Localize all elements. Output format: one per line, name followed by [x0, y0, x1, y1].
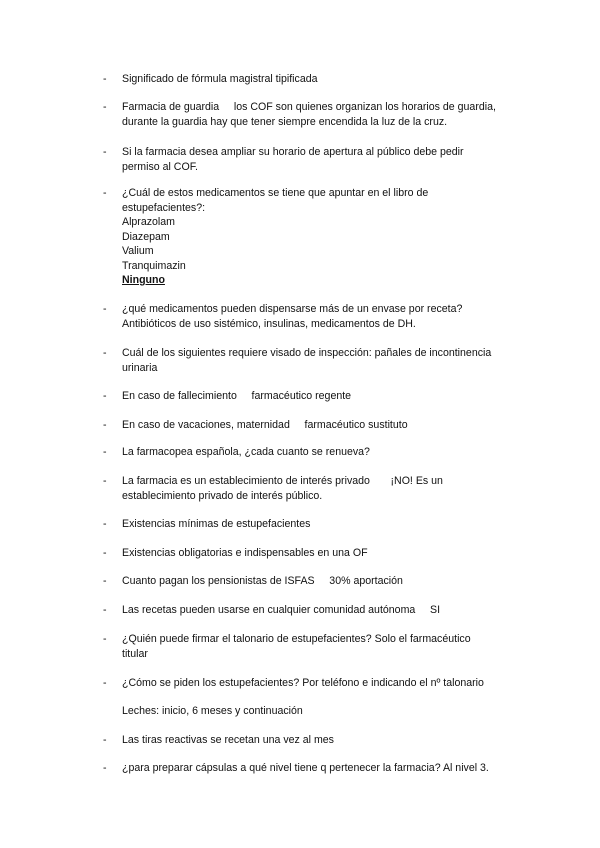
bullet-dash: - [103, 390, 107, 402]
bullet-dash: - [103, 187, 107, 199]
list-item-text: La farmacia es un establecimiento de interés privado ¡NO! Es un [122, 475, 443, 487]
option-text: Alprazolam [122, 216, 175, 228]
list-item-text: Si la farmacia desea ampliar su horario de apertura al público debe pedir [122, 146, 464, 158]
bullet-dash: - [103, 734, 107, 746]
answer-text: Ninguno [122, 274, 165, 286]
option-text: Diazepam [122, 230, 170, 243]
bullet-dash: - [103, 303, 107, 315]
list-item-text: Existencias obligatorias e indispensables en una OF [122, 547, 368, 559]
list-item-text: En caso de vacaciones, maternidad farmacéutico sustituto [122, 419, 408, 431]
list-item [103, 346, 515, 375]
list-item [103, 186, 515, 288]
bullet-dash: - [103, 518, 107, 530]
list-item-text: Existencias mínimas de estupefacientes [122, 518, 311, 530]
list-item [103, 761, 515, 776]
list-item-text: ¿Quién puede firmar el talonario de estupefacientes? Solo el farmacéutico [122, 633, 471, 645]
list-item [103, 145, 515, 174]
list-item-text: estupefacientes?: [122, 201, 206, 214]
list-item [103, 676, 515, 691]
list-item-text: permiso al COF. [122, 160, 198, 173]
list-item [103, 100, 515, 129]
bullet-dash: - [103, 604, 107, 616]
list-item [103, 445, 515, 460]
option-text: Valium [122, 245, 154, 257]
bullet-dash: - [103, 347, 107, 359]
list-item-text: Farmacia de guardia los COF son quienes organizan los horarios de guardia, [122, 101, 496, 113]
list-item [103, 733, 515, 748]
list-item [103, 546, 515, 561]
list-item [103, 72, 515, 87]
bullet-dash: - [103, 762, 107, 774]
list-item [103, 474, 515, 503]
list-item-text: urinaria [122, 361, 158, 374]
list-item-text: ¿para preparar cápsulas a qué nivel tiene q pertenecer la farmacia? Al nivel 3. [122, 762, 489, 774]
list-item [103, 418, 515, 433]
plain-line: Leches: inicio, 6 meses y continuación [122, 705, 303, 717]
list-item-text: establecimiento privado de interés público. [122, 489, 323, 502]
list-item-text: ¿qué medicamentos pueden dispensarse más de un envase por receta? [122, 303, 463, 315]
bullet-dash: - [103, 575, 107, 587]
bullet-dash: - [103, 446, 107, 458]
list-item-text: durante la guardia hay que tener siempre encendida la luz de la cruz. [122, 115, 448, 128]
list-item [103, 603, 515, 618]
list-item [103, 389, 515, 404]
list-item-text: Significado de fórmula magistral tipificada [122, 73, 318, 85]
list-item-text: ¿Cómo se piden los estupefacientes? Por teléfono e indicando el nº talonario [122, 677, 484, 689]
list-item-text: ¿Cuál de estos medicamentos se tiene que apuntar en el libro de [122, 187, 429, 199]
list-item-text: Antibióticos de uso sistémico, insulinas, medicamentos de DH. [122, 317, 416, 330]
list-item-text: En caso de fallecimiento farmacéutico regente [122, 390, 352, 402]
bullet-dash: - [103, 547, 107, 559]
list-item-text: Las recetas pueden usarse en cualquier comunidad autónoma SI [122, 604, 441, 616]
list-item-text: La farmacopea española, ¿cada cuanto se renueva? [122, 446, 370, 458]
bullet-dash: - [103, 475, 107, 487]
bullet-dash: - [103, 73, 107, 85]
bullet-dash: - [103, 677, 107, 689]
list-item [103, 302, 515, 331]
bullet-dash: - [103, 633, 107, 645]
list-item-text: Cuanto pagan los pensionistas de ISFAS 30% aportación [122, 575, 403, 587]
list-item [103, 574, 515, 589]
list-item-text: Las tiras reactivas se recetan una vez al mes [122, 734, 334, 746]
list-item [103, 632, 515, 661]
list-item [103, 517, 515, 532]
list-item-text: Cuál de los siguientes requiere visado de inspección: pañales de incontinencia [122, 347, 492, 359]
list-item-text: titular [122, 647, 148, 660]
bullet-dash: - [103, 419, 107, 431]
bullet-dash: - [103, 101, 107, 113]
bullet-dash: - [103, 146, 107, 158]
option-text: Tranquimazin [122, 259, 186, 272]
